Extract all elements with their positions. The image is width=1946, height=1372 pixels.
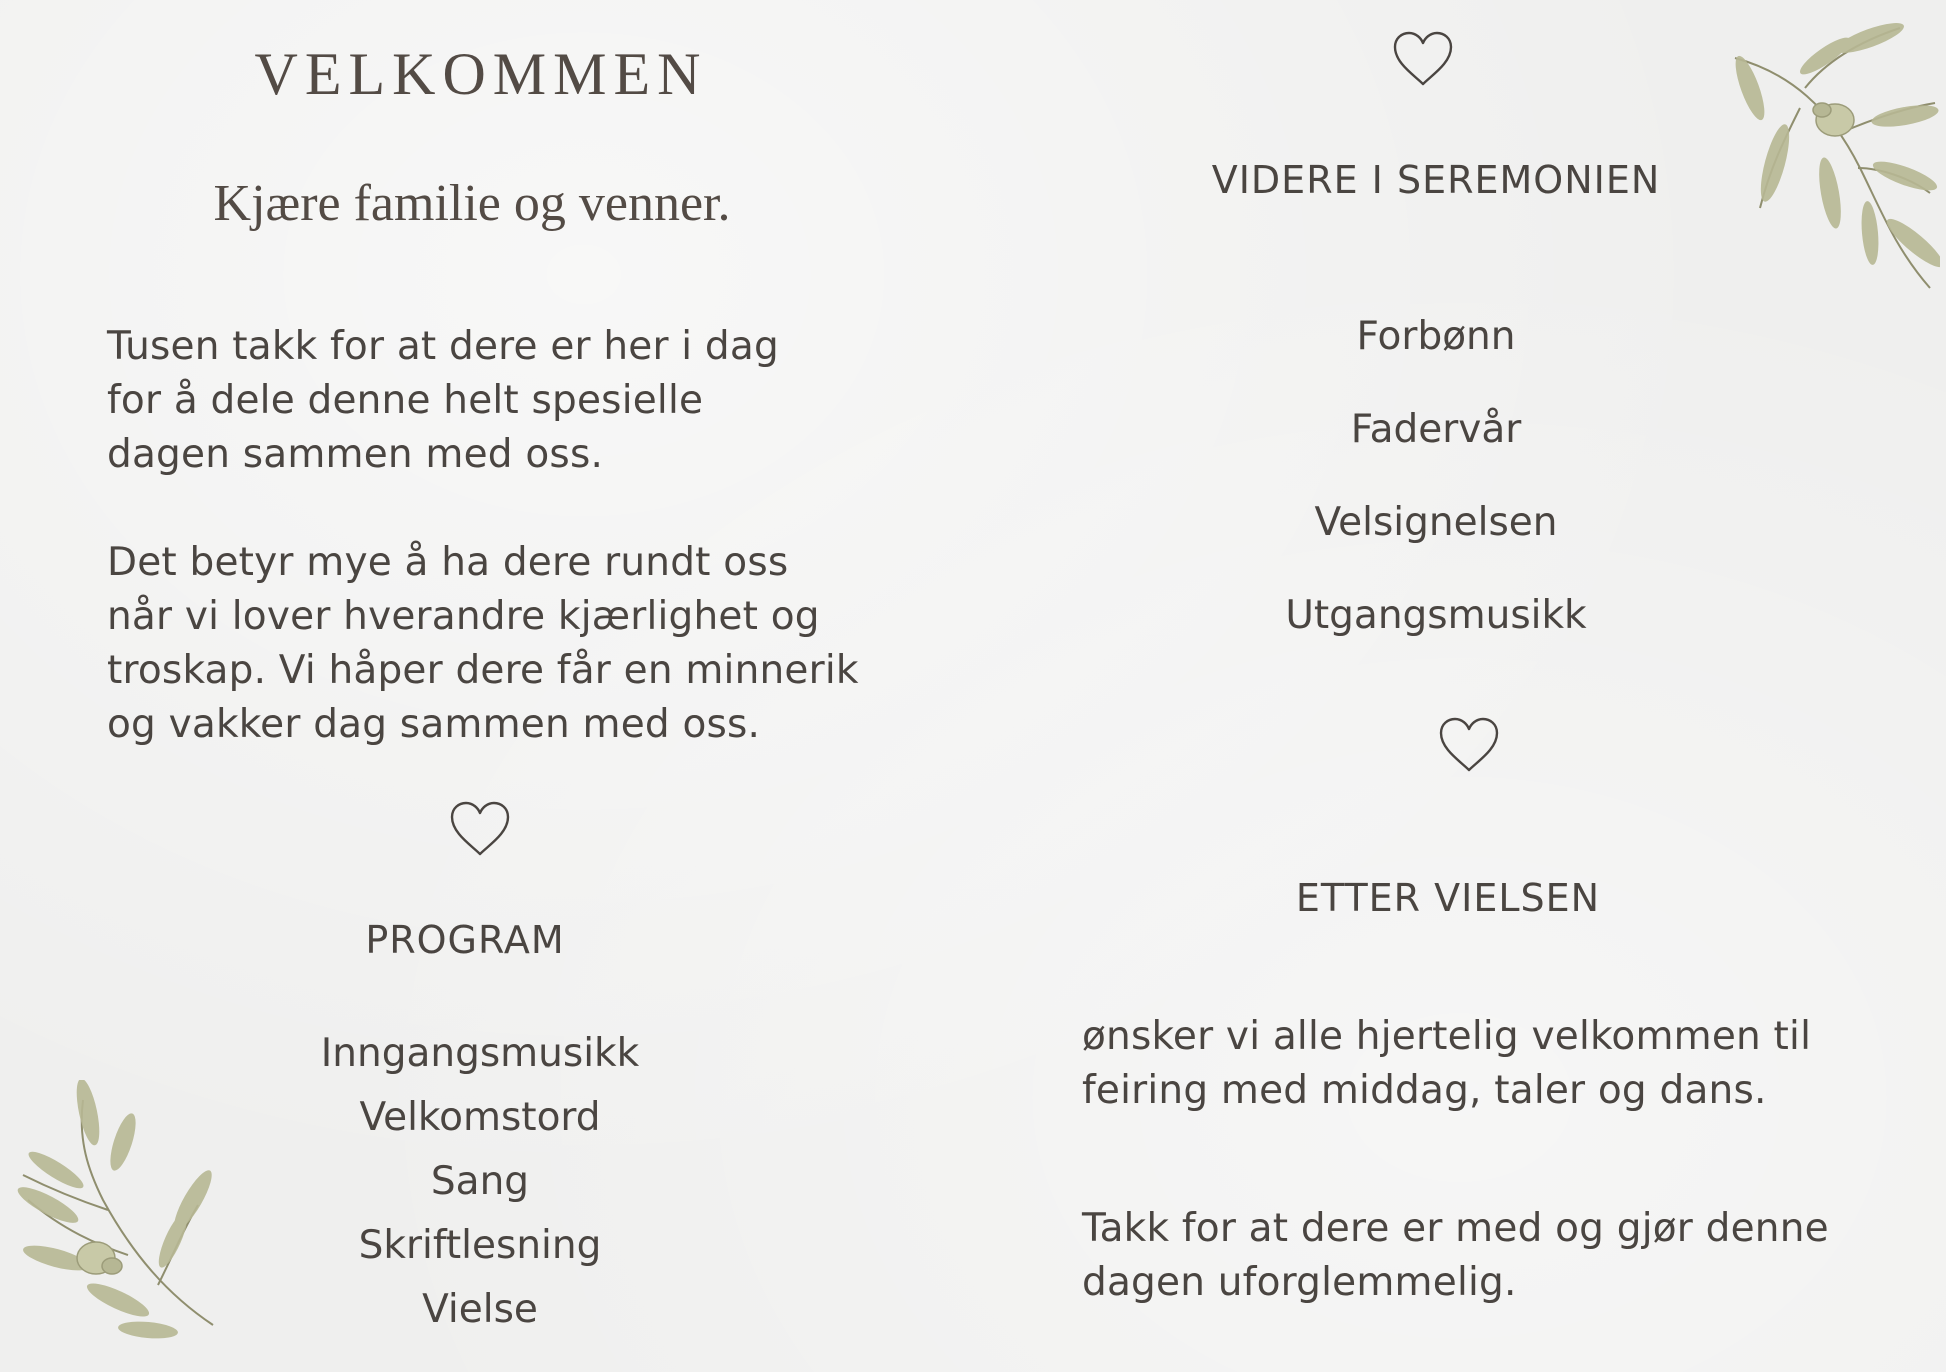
- welcome-title: VELKOMMEN: [254, 41, 708, 107]
- intro-paragraph-2: Det betyr mye å ha dere rundt oss når vi lover hverandre kjærlighet og troskap. Vi håper dere får en minnerik og vakker dag sammen med oss.: [107, 540, 859, 747]
- program-heading: PROGRAM: [365, 918, 565, 962]
- program-item: Sang: [430, 1159, 530, 1204]
- heart-icon: [449, 800, 511, 858]
- greeting-heading: Kjære familie og venner.: [213, 175, 731, 232]
- ceremony-heading: VIDERE I SEREMONIEN: [1211, 158, 1661, 202]
- program-item: Vielse: [422, 1287, 538, 1332]
- after-paragraph-2: Takk for at dere er med og gjør denne dagen uforglemmelig.: [1082, 1206, 1829, 1305]
- program-item: Inngangsmusikk: [320, 1031, 640, 1076]
- heart-icon: [1392, 30, 1454, 88]
- program-item: Skriftlesning: [358, 1223, 602, 1268]
- program-item: Velkomstord: [359, 1095, 601, 1140]
- ceremony-item: Utgangsmusikk: [1285, 593, 1587, 638]
- after-ceremony-heading: ETTER VIELSEN: [1295, 876, 1601, 920]
- ceremony-list: [1186, 290, 1686, 662]
- after-paragraph-1: ønsker vi alle hjertelig velkommen til feiring med middag, taler og dans.: [1082, 1014, 1812, 1113]
- ceremony-item: Velsignelsen: [1314, 500, 1558, 545]
- olive-branch-icon: [1730, 18, 1940, 298]
- ceremony-item: Fadervår: [1350, 407, 1522, 452]
- program-list: [230, 1022, 730, 1342]
- ceremony-item: Forbønn: [1356, 314, 1516, 359]
- heart-icon: [1438, 716, 1500, 774]
- intro-paragraph-1: Tusen takk for at dere er her i dag for å dele denne helt spesielle dagen sammen med oss.: [107, 324, 779, 477]
- olive-branch-icon: [8, 1080, 223, 1360]
